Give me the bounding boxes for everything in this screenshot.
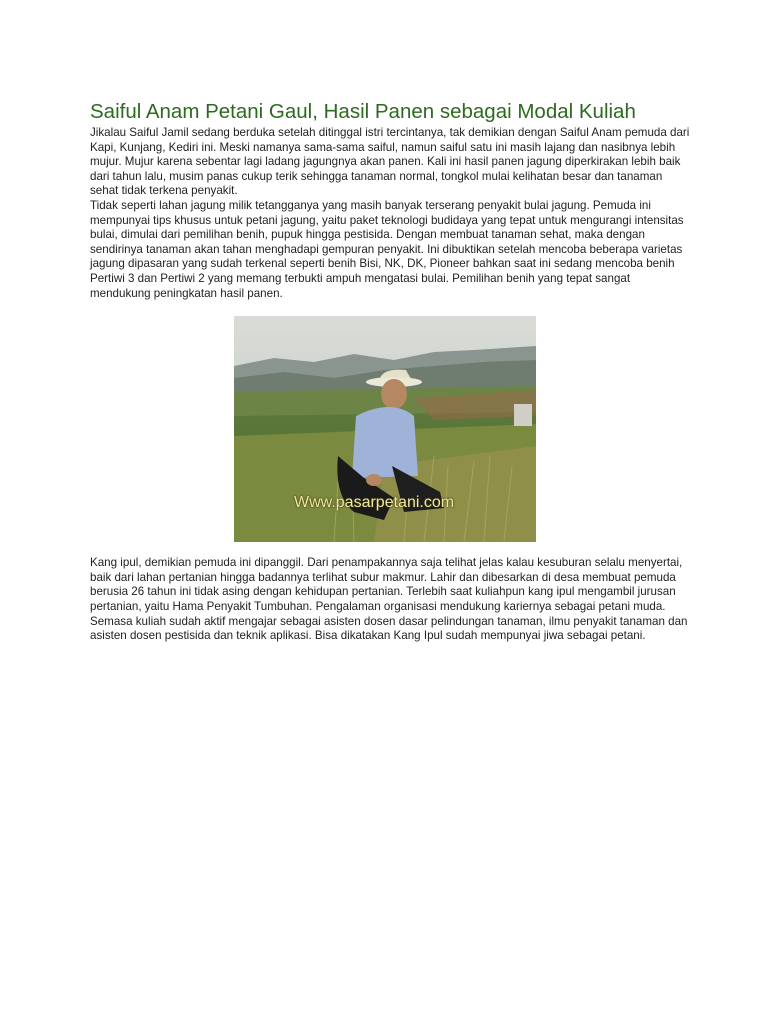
article-title: Saiful Anam Petani Gaul, Hasil Panen sebagai Modal Kuliah <box>90 100 636 123</box>
photo-watermark: Www.pasarpetani.com <box>294 494 455 512</box>
article-paragraph-2: Tidak seperti lahan jagung milik tetangganya yang masih banyak terserang penyakit bulai jagung. Pemuda ini mempunyai tips khusus untuk petani jagung, yaitu paket teknologi budidaya yang tepat untuk mengurangi intensitas bulai, dimulai dari pemilihan benih, pupuk hingga pestisida. Dengan membuat tanaman sehat, maka dengan sendirinya tanaman akan tahan menghadapi gempuran penyakit. Ini dibuktikan setelah mencoba beberapa varietas jagung dipasaran yang sudah terkenal seperti benih Bisi, NK, DK, Pioneer bahkan saat ini sedang mencoba benih Pertiwi 3 dan Pertiwi 2 yang memang terbukti ampuh mengatasi bulai. Pemilihan benih yang tepat sangat mendukung peningkatan hasil panen. <box>90 198 684 300</box>
article <box>90 100 690 644</box>
article-paragraph-3: Kang ipul, demikian pemuda ini dipanggil. Dari penampakannya saja telihat jelas kalau kesuburan selalu menyertai, baik dari lahan pertanian hingga badannya terlihat subur makmur. Lahir dan dibesarkan di desa membuat pemuda berusia 26 tahun ini tidak asing dengan kehidupan pertanian. Terlebih saat kuliahpun kang ipul mengambil jurusan pertanian, yaitu Hama Penyakit Tumbuhan. Pengalaman organisasi mendukung kariernya sebagai petani muda. Semasa kuliah sudah aktif mengajar sebagai asisten dosen dasar pelindungan tanaman, ilmu penyakit tanaman dan asisten dosen pestisida dan teknik aplikasi. Bisa dikatakan Kang Ipul sudah mempunyai jiwa sebagai petani. <box>90 556 688 643</box>
farmer-photo <box>234 316 536 542</box>
article-paragraph-1: Jikalau Saiful Jamil sedang berduka setelah ditinggal istri tercintanya, tak demikian dengan Saiful Anam pemuda dari Kapi, Kunjang, Kediri ini. Meski namanya sama-sama saiful, namun saiful satu ini masih lajang dan nasibnya lebih mujur. Mujur karena sebentar lagi ladang jagungnya akan panen. Kali ini hasil panen jagung diperkirakan lebih baik dari tahun lalu, musim panas cukup terik sehingga tanaman normal, tongkol mulai kelihatan besar dan tanaman sehat tidak terkena penyakit. <box>90 126 690 198</box>
